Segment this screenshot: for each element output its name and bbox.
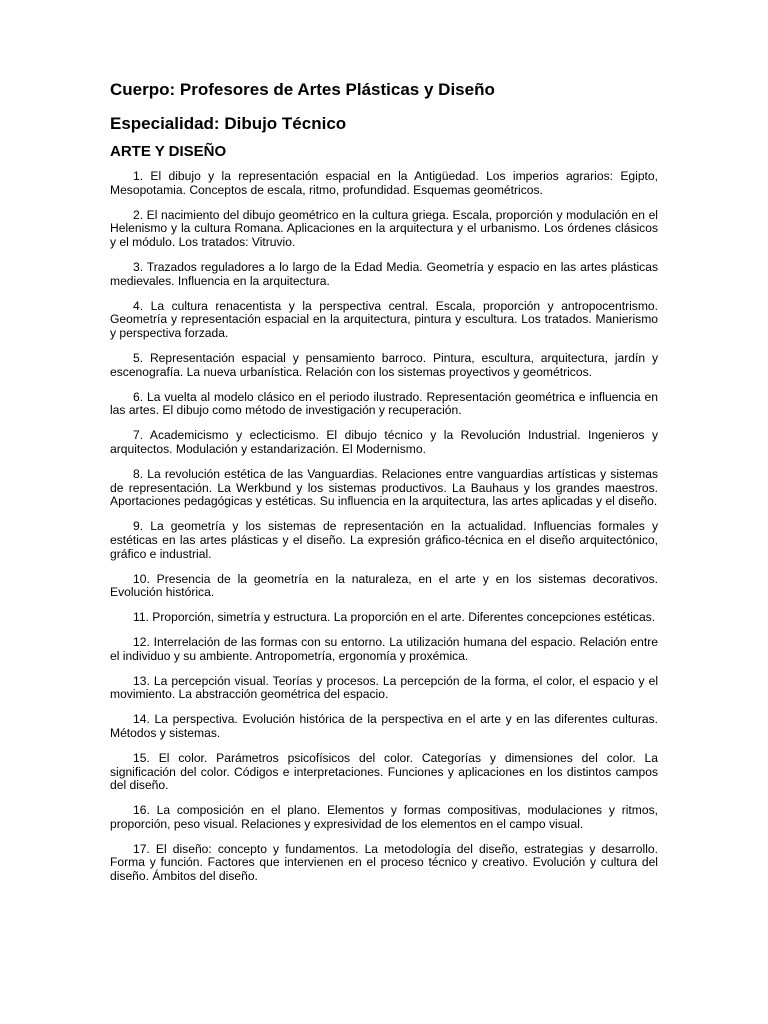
section-heading: ARTE Y DISEÑO [110,143,227,160]
topic-item: 2. El nacimiento del dibujo geométrico en la cultura griega. Escala, proporción y modulación en el Helenismo y la cultura Romana. Aplicaciones en la arquitectura y el urbanismo. Los órdenes clásicos y el módulo. Los tratados: Vitruvio. [110,207,658,250]
topic-list [110,170,658,884]
topic-item: 16. La composición en el plano. Elementos y formas compositivas, modulaciones y ritmos, proporción, peso visual. Relaciones y expresividad de los elementos en el campo visual. [110,803,658,831]
topic-item: 10. Presencia de la geometría en la naturaleza, en el arte y en los sistemas decorativos. Evolución histórica. [110,571,658,600]
topic-item: 11. Proporción, simetría y estructura. La proporción en el arte. Diferentes concepciones estéticas. [133,610,656,625]
topic-item: 9. La geometría y los sistemas de representación en la actualidad. Influencias formales y estéticas en las artes plásticas y el diseño. La expresión gráfico-técnica en el diseño arquitectónico, gráfico e industrial. [110,519,658,561]
topic-item: 3. Trazados reguladores a lo largo de la Edad Media. Geometría y espacio en las artes plásticas medievales. Influencia en la arquitectura. [110,259,658,288]
topic-item: 1. El dibujo y la representación espacial en la Antigüedad. Los imperios agrarios: Egipto, Mesopotamia. Conceptos de escala, ritmo, profundidad. Esquemas geométricos. [110,169,658,197]
topic-item: 4. La cultura renacentista y la perspectiva central. Escala, proporción y antropocentrismo. Geometría y representación espacial en la arquitectura, pintura y escultura. Los tratados. Manierismo y perspectiva forzada. [110,298,658,341]
especialidad-title: Especialidad: Dibujo Técnico [110,114,347,133]
topic-item: 8. La revolución estética de las Vanguardias. Relaciones entre vanguardias artísticas y sistemas de representación. La Werkbund y los sistemas productivos. La Bauhaus y los grandes maestros. Aportaciones pedagógicas y estéticas. Su influencia en la arquitectura, las artes aplicadas y el diseño. [110,466,658,509]
topic-item: 13. La percepción visual. Teorías y procesos. La percepción de la forma, el color, el espacio y el movimiento. La abstracción geométrica del espacio. [110,673,658,702]
cuerpo-title: Cuerpo: Profesores de Artes Plásticas y Diseño [110,80,495,99]
topic-item: 7. Academicismo y eclecticismo. El dibujo técnico y la Revolución Industrial. Ingenieros y arquitectos. Modulación y estandarización. El Modernismo. [110,428,658,456]
topic-item: 14. La perspectiva. Evolución histórica de la perspectiva en el arte y en las diferentes culturas. Métodos y sistemas. [110,712,658,740]
topic-item: 17. El diseño: concepto y fundamentos. La metodología del diseño, estrategias y desarrollo. Forma y función. Factores que intervienen en el proceso técnico y creativo. Evolución y cultura del diseño. Ámbitos del diseño. [110,841,658,884]
topic-item: 5. Representación espacial y pensamiento barroco. Pintura, escultura, arquitectura, jardín y escenografía. La nueva urbanística. Relación con los sistemas proyectivos y geométricos. [110,350,658,379]
topic-item: 12. Interrelación de las formas con su entorno. La utilización humana del espacio. Relación entre el individuo y su ambiente. Antropometría, ergonomía y proxémica. [110,634,658,663]
topic-item: 15. El color. Parámetros psicofísicos del color. Categorías y dimensiones del color. La significación del color. Códigos e interpretaciones. Funciones y aplicaciones en los distintos campos del diseño. [110,750,658,793]
topic-item: 6. La vuelta al modelo clásico en el periodo ilustrado. Representación geométrica e influencia en las artes. El dibujo como método de investigación y recuperación. [110,389,658,418]
